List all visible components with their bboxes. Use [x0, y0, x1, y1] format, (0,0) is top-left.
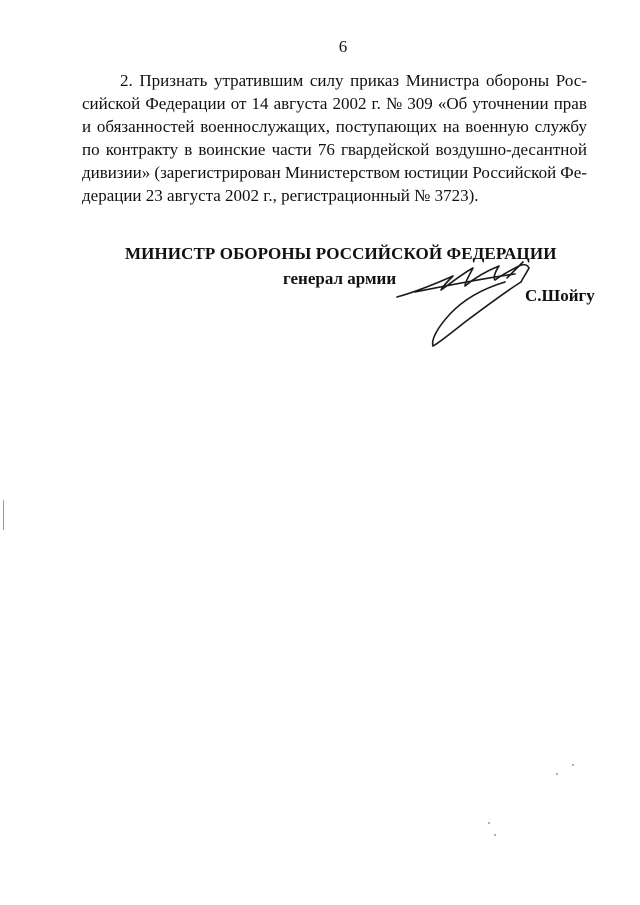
scan-speck — [3, 500, 4, 530]
scan-speck — [494, 834, 496, 836]
scan-speck — [572, 764, 574, 766]
body-paragraph — [82, 69, 587, 207]
page-number: 6 — [338, 37, 348, 56]
signatory-name: С.Шойгу — [525, 286, 595, 305]
text-line: сийской Федерации от 14 августа 2002 г. № 309 «Об уточнении прав — [82, 94, 587, 113]
text-line: дерации 23 августа 2002 г., регистрационный № 3723). — [82, 186, 479, 205]
scan-speck — [556, 773, 558, 775]
text-line: дивизии» (зарегистрирован Министерством юстиции Российской Фе- — [82, 163, 587, 182]
text-line: и обязанностей военнослужащих, поступающих на военную службу — [82, 117, 587, 136]
text-line: по контракту в воинские части 76 гвардейской воздушно-десантной — [82, 140, 587, 159]
handwritten-signature — [395, 252, 535, 352]
scan-speck — [488, 822, 490, 824]
text-line: 2. Признать утратившим силу приказ Министра обороны Рос- — [120, 71, 587, 90]
signatory-title: МИНИСТР ОБОРОНЫ РОССИЙСКОЙ ФЕДЕРАЦИИ — [125, 244, 557, 263]
signatory-rank: генерал армии — [283, 269, 397, 288]
